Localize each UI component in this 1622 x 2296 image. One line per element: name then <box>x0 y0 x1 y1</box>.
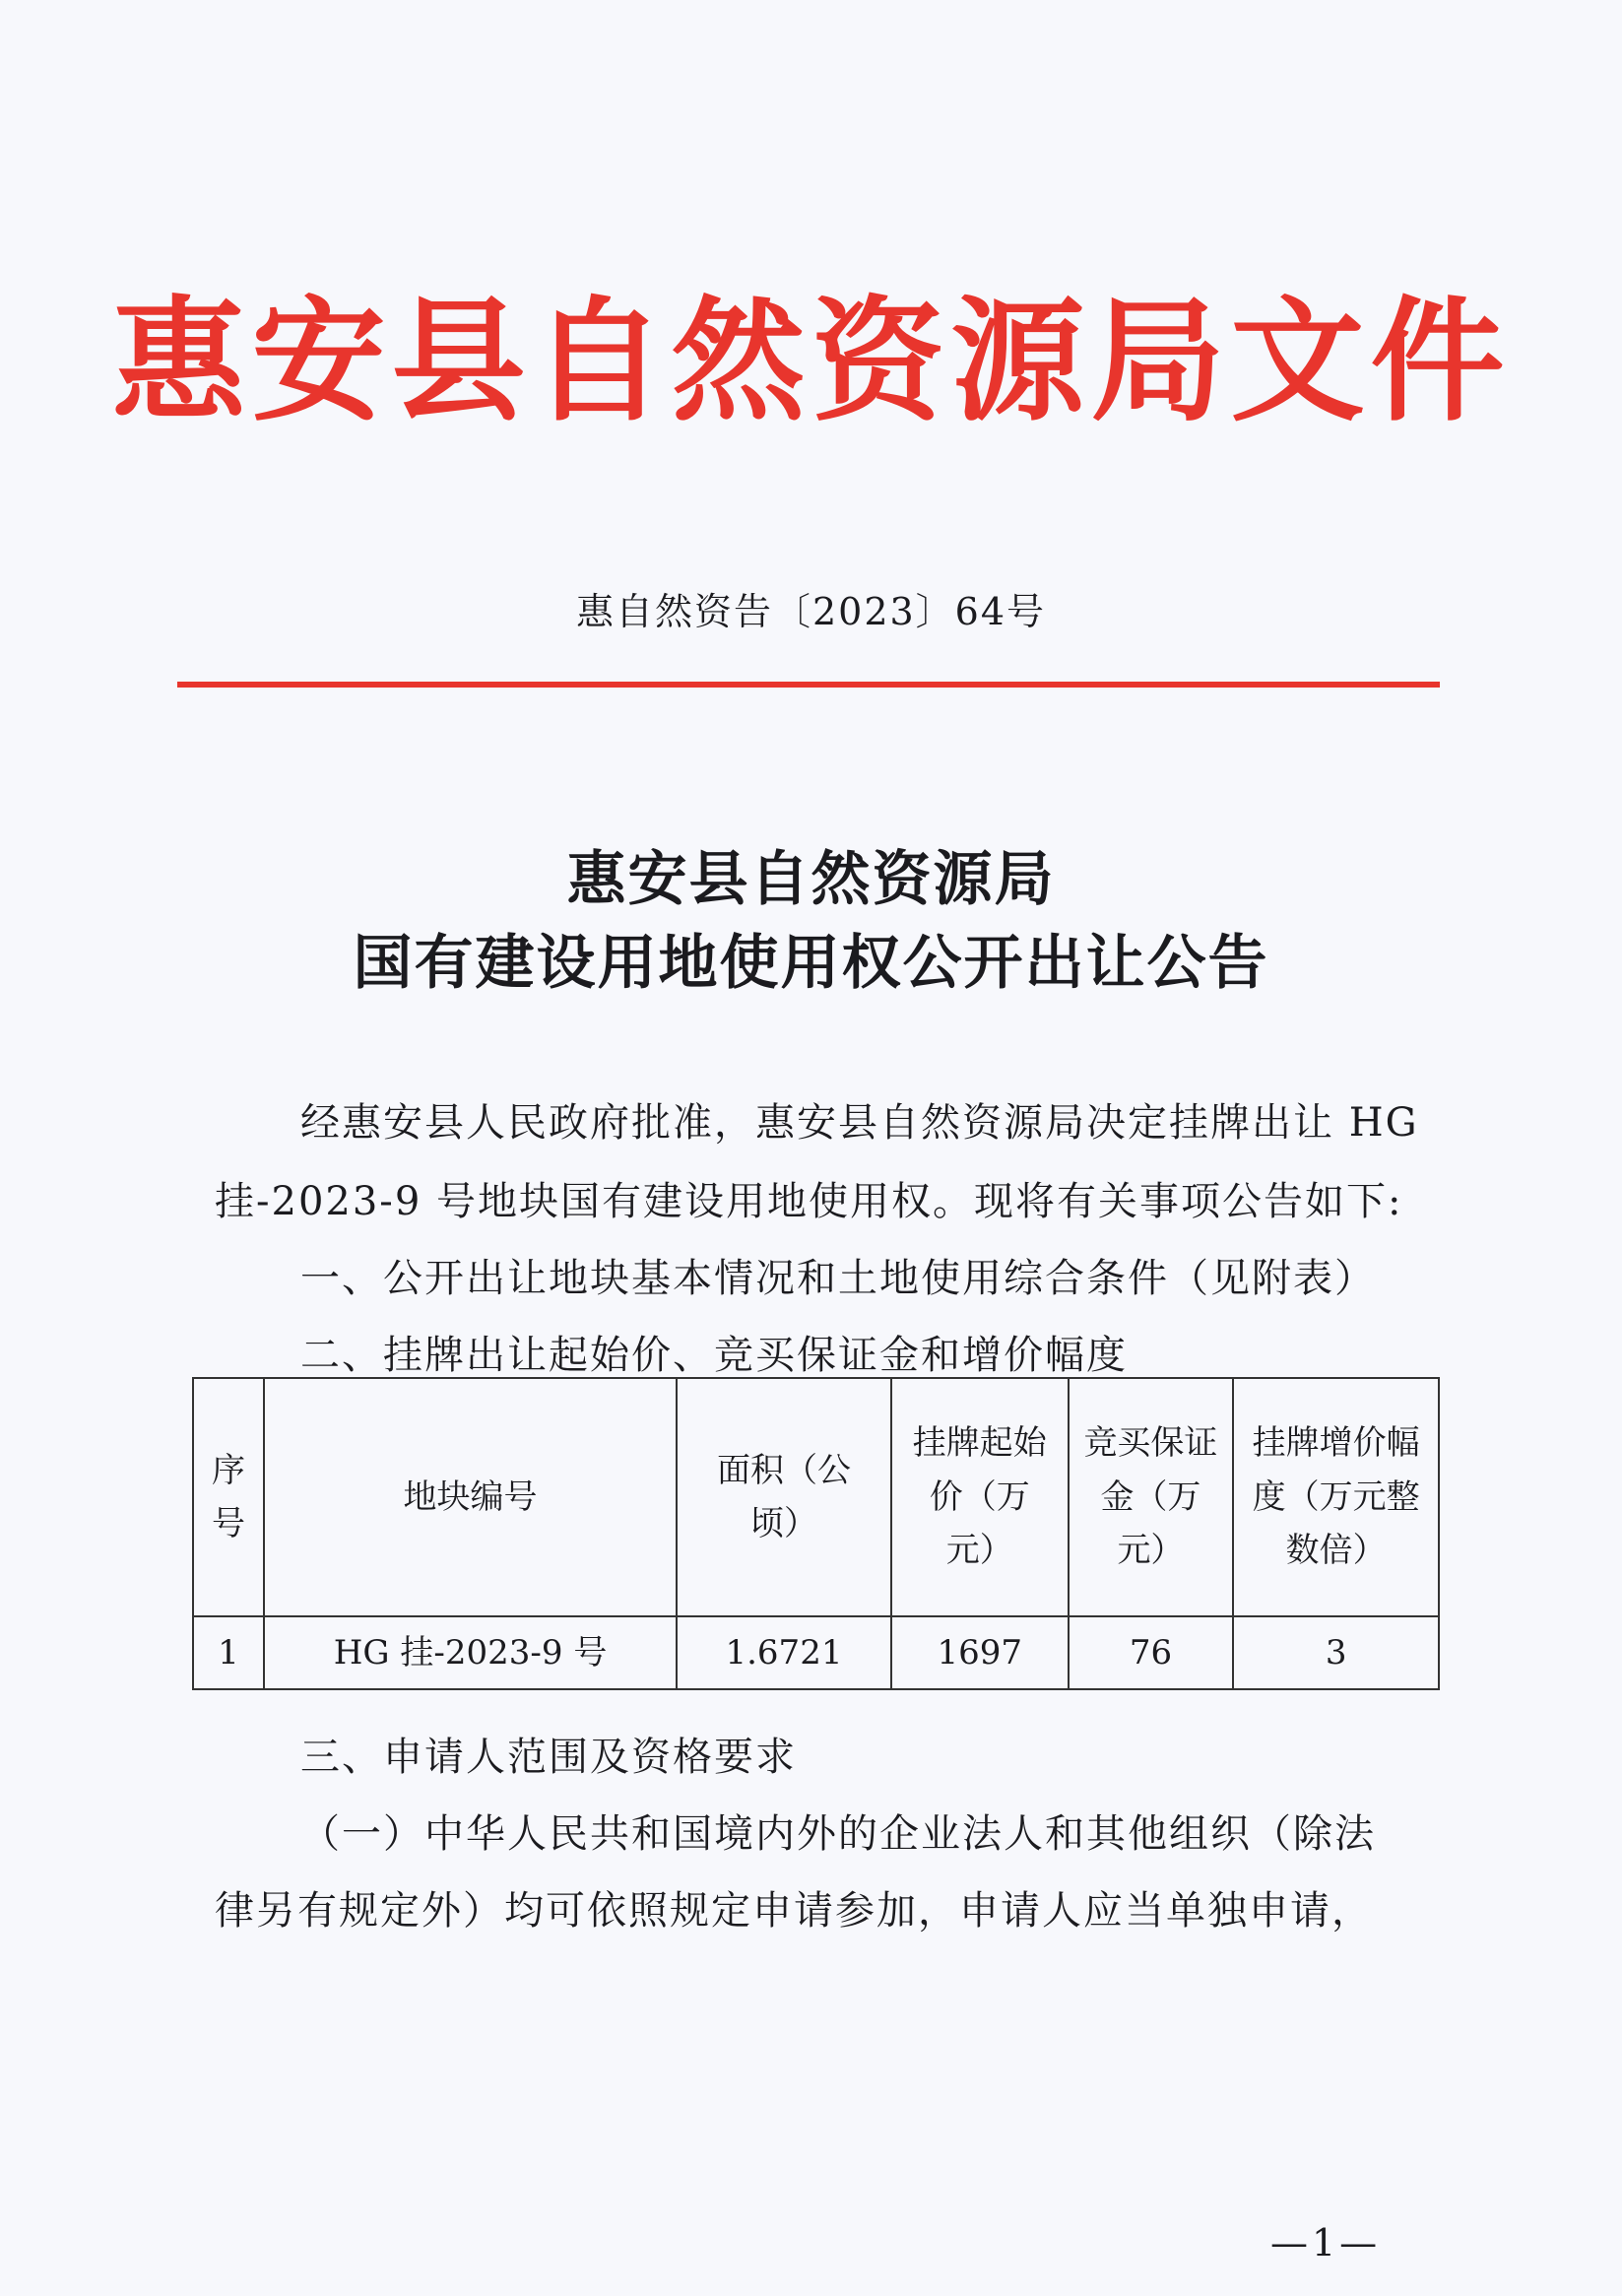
table-header-row <box>193 1378 1439 1616</box>
cell-seq: 1 <box>193 1616 264 1689</box>
header-area: 面积（公顷） <box>677 1378 891 1616</box>
clause1-line2: 律另有规定外）均可依照规定申请参加，申请人应当单独申请， <box>215 1888 1373 1934</box>
intro-paragraph-line2: 挂-2023-9 号地块国有建设用地使用权。现将有关事项公告如下: <box>215 1179 1403 1224</box>
cell-increment: 3 <box>1233 1616 1439 1689</box>
section-heading-2: 二、挂牌出让起始价、竞买保证金和增价幅度 <box>300 1333 1128 1378</box>
section-heading-1: 一、公开出让地块基本情况和土地使用综合条件（见附表） <box>300 1256 1376 1301</box>
cell-parcel-id: HG 挂-2023-9 号 <box>264 1616 677 1689</box>
header-parcel-id: 地块编号 <box>264 1378 677 1616</box>
header-seq: 序号 <box>193 1378 264 1616</box>
intro-paragraph-line1: 经惠安县人民政府批准，惠安县自然资源局决定挂牌出让 HG <box>300 1100 1419 1146</box>
header-start-price: 挂牌起始价（万元） <box>891 1378 1069 1616</box>
bid-terms-table <box>192 1377 1440 1690</box>
issuing-authority-header: 惠安县自然资源局文件 <box>111 285 1511 440</box>
header-deposit: 竞买保证金（万元） <box>1069 1378 1234 1616</box>
page-number: —1— <box>1270 2221 1382 2264</box>
cell-deposit: 76 <box>1069 1616 1234 1689</box>
section-heading-3: 三、申请人范围及资格要求 <box>300 1735 797 1780</box>
header-increment: 挂牌增价幅度（万元整数倍） <box>1233 1378 1439 1616</box>
announcement-title-line2: 国有建设用地使用权公开出让公告 <box>353 929 1269 998</box>
red-divider <box>177 682 1440 688</box>
clause1-line1: （一）中华人民共和国境内外的企业法人和其他组织（除法 <box>300 1811 1376 1857</box>
table-row <box>193 1616 1439 1689</box>
cell-start-price: 1697 <box>891 1616 1069 1689</box>
announcement-title-line1: 惠安县自然资源局 <box>566 845 1056 914</box>
cell-area: 1.6721 <box>677 1616 891 1689</box>
document-number: 惠自然资告〔2023〕64号 <box>575 590 1047 633</box>
